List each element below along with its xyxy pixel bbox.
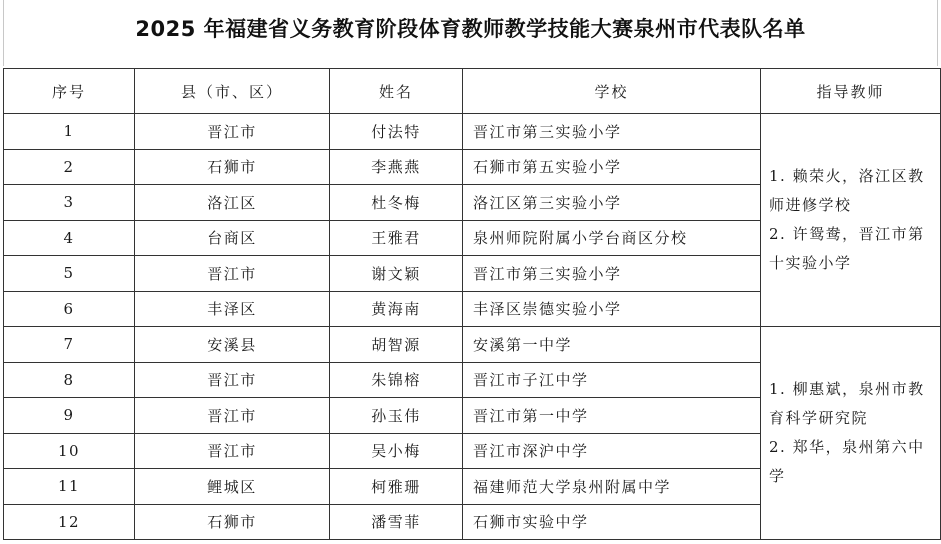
cell-school: 晋江市第三实验小学 <box>463 114 761 150</box>
cell-name: 潘雪菲 <box>330 504 463 540</box>
cell-index: 8 <box>4 362 135 398</box>
cell-county: 晋江市 <box>135 256 330 292</box>
advisor-line: 师进修学校 <box>769 196 852 214</box>
header-school: 学校 <box>463 69 761 114</box>
roster-table <box>3 68 941 540</box>
cell-school: 晋江市第一中学 <box>463 398 761 434</box>
cell-name: 王雅君 <box>330 220 463 256</box>
header-index: 序号 <box>4 69 135 114</box>
roster-body <box>4 114 941 540</box>
header-county: 县（市、区） <box>135 69 330 114</box>
advisor-cell <box>761 327 941 540</box>
cell-county: 石狮市 <box>135 504 330 540</box>
cell-school: 泉州师院附属小学台商区分校 <box>463 220 761 256</box>
cell-county: 洛江区 <box>135 185 330 221</box>
cell-index: 10 <box>4 433 135 469</box>
cell-school: 洛江区第三实验小学 <box>463 185 761 221</box>
cell-school: 丰泽区崇德实验小学 <box>463 291 761 327</box>
cell-index: 3 <box>4 185 135 221</box>
advisor-line: 2. 郑华，泉州第六中 <box>769 438 925 456</box>
advisor-line: 1. 柳惠斌，泉州市教 <box>769 380 925 398</box>
cell-county: 石狮市 <box>135 149 330 185</box>
table-row <box>4 327 941 363</box>
cell-name: 孙玉伟 <box>330 398 463 434</box>
cell-name: 朱锦榕 <box>330 362 463 398</box>
cell-index: 2 <box>4 149 135 185</box>
cell-index: 9 <box>4 398 135 434</box>
cell-school: 福建师范大学泉州附属中学 <box>463 469 761 505</box>
cell-school: 晋江市第三实验小学 <box>463 256 761 292</box>
cell-name: 谢文颖 <box>330 256 463 292</box>
advisor-cell <box>761 114 941 327</box>
cell-county: 晋江市 <box>135 398 330 434</box>
cell-school: 石狮市第五实验小学 <box>463 149 761 185</box>
cell-county: 安溪县 <box>135 327 330 363</box>
advisor-line: 十实验小学 <box>769 254 852 272</box>
cell-index: 12 <box>4 504 135 540</box>
cell-index: 11 <box>4 469 135 505</box>
advisor-line: 学 <box>769 467 786 485</box>
page-title: 2025 年福建省义务教育阶段体育教师教学技能大赛泉州市代表队名单 <box>135 17 806 41</box>
table-header-row <box>4 69 941 114</box>
cell-county: 丰泽区 <box>135 291 330 327</box>
cell-name: 李燕燕 <box>330 149 463 185</box>
cell-school: 晋江市深沪中学 <box>463 433 761 469</box>
cell-name: 黄海南 <box>330 291 463 327</box>
advisor-line: 育科学研究院 <box>769 409 869 427</box>
cell-name: 付法特 <box>330 114 463 150</box>
cell-county: 晋江市 <box>135 362 330 398</box>
cell-school: 晋江市子江中学 <box>463 362 761 398</box>
cell-county: 台商区 <box>135 220 330 256</box>
cell-index: 6 <box>4 291 135 327</box>
cell-name: 柯雅珊 <box>330 469 463 505</box>
advisor-line: 1. 赖荣火，洛江区教 <box>769 167 925 185</box>
advisor-line: 2. 许鸳鸯，晋江市第 <box>769 225 925 243</box>
cell-name: 杜冬梅 <box>330 185 463 221</box>
cell-index: 5 <box>4 256 135 292</box>
cell-index: 1 <box>4 114 135 150</box>
cell-school: 安溪第一中学 <box>463 327 761 363</box>
cell-name: 吴小梅 <box>330 433 463 469</box>
cell-county: 晋江市 <box>135 433 330 469</box>
cell-county: 晋江市 <box>135 114 330 150</box>
cell-county: 鲤城区 <box>135 469 330 505</box>
header-name: 姓名 <box>330 69 463 114</box>
table-row <box>4 114 941 150</box>
cell-index: 4 <box>4 220 135 256</box>
cell-school: 石狮市实验中学 <box>463 504 761 540</box>
cell-index: 7 <box>4 327 135 363</box>
header-advisor: 指导教师 <box>761 69 941 114</box>
cell-name: 胡智源 <box>330 327 463 363</box>
